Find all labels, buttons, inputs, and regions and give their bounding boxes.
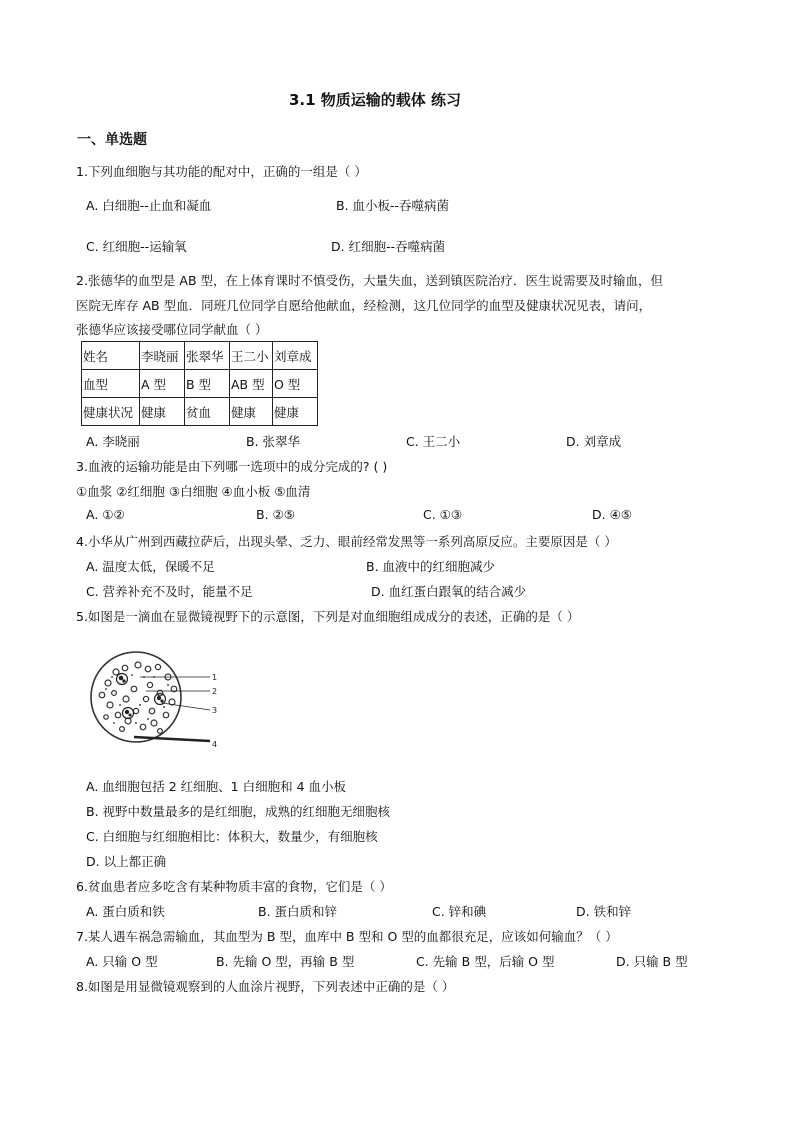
section-heading: 一、单选题 <box>77 132 147 148</box>
question-3-option-d[interactable]: D. ④⑤ <box>592 507 632 522</box>
table-cell: 张翠华 <box>185 342 230 370</box>
question-2-option-b[interactable]: B. 张翠华 <box>246 434 301 449</box>
table-cell: A 型 <box>140 370 185 398</box>
question-2-stem-line-2: 医院无库存 AB 型血．同班几位同学自愿给他献血，经检测，这几位同学的血型及健康状况见表，请问， <box>76 298 652 313</box>
question-3-option-b[interactable]: B. ②⑤ <box>256 507 295 522</box>
question-1-option-d[interactable]: D. 红细胞--吞噬病菌 <box>331 239 446 254</box>
blood-type-table <box>81 341 318 426</box>
question-7-option-d[interactable]: D. 只输 B 型 <box>616 954 688 969</box>
question-4-option-a[interactable]: A. 温度太低，保暖不足 <box>86 559 215 574</box>
question-4-option-b[interactable]: B. 血液中的红细胞减少 <box>366 559 496 574</box>
question-1-option-b[interactable]: B. 血小板--吞噬病菌 <box>336 198 450 213</box>
question-3-option-c[interactable]: C. ①③ <box>423 507 463 522</box>
table-cell: 王二小 <box>230 342 273 370</box>
question-2-option-c[interactable]: C. 王二小 <box>406 434 461 449</box>
question-7-option-a[interactable]: A. 只输 O 型 <box>86 954 158 969</box>
question-1-stem: 1.下列血细胞与其功能的配对中，正确的一组是（ ） <box>76 164 367 179</box>
table-row <box>82 370 318 398</box>
question-3-stem: 3.血液的运输功能是由下列哪一选项中的成分完成的? ( ) <box>76 459 388 474</box>
table-cell: B 型 <box>185 370 230 398</box>
table-cell: 健康 <box>273 398 318 426</box>
question-2-stem-line-1: 2.张德华的血型是 AB 型，在上体育课时不慎受伤，大量失血，送到镇医院治疗．医生说需要及时输血，但 <box>76 273 664 288</box>
question-6-option-c[interactable]: C. 锌和碘 <box>432 904 487 919</box>
figure-label-2: 2 <box>212 687 218 696</box>
question-4-stem: 4.小华从广州到西藏拉萨后，出现头晕、乏力、眼前经常发黑等一系列高原反应。主要原因是（ ） <box>76 534 617 549</box>
table-cell: 贫血 <box>185 398 230 426</box>
table-cell: 健康 <box>140 398 185 426</box>
question-4-option-c[interactable]: C. 营养补充不及时，能量不足 <box>86 584 253 599</box>
question-5-stem: 5.如图是一滴血在显微镜视野下的示意图，下列是对血细胞组成成分的表述，正确的是（ ） <box>76 609 580 624</box>
table-cell: AB 型 <box>230 370 273 398</box>
question-6-stem: 6.贫血患者应多吃含有某种物质丰富的食物，它们是（ ） <box>76 879 392 894</box>
table-cell: 姓名 <box>82 342 140 370</box>
question-5-option-d[interactable]: D. 以上都正确 <box>86 854 167 869</box>
table-cell: 健康状况 <box>82 398 140 426</box>
question-3-items: ①血浆 ②红细胞 ③白细胞 ④血小板 ⑤血清 <box>76 484 311 499</box>
question-5-option-a[interactable]: A. 血细胞包括 2 红细胞、1 白细胞和 4 血小板 <box>86 779 347 794</box>
question-2-option-d[interactable]: D. 刘章成 <box>566 434 622 449</box>
question-7-stem: 7.某人遇车祸急需输血，其血型为 B 型，血库中 B 型和 O 型的血都很充足，应该如何输血？（ ） <box>76 929 618 944</box>
question-4-option-d[interactable]: D. 血红蛋白跟氧的结合减少 <box>371 584 527 599</box>
question-6-option-a[interactable]: A. 蛋白质和铁 <box>86 904 165 919</box>
question-7-option-c[interactable]: C. 先输 B 型，后输 O 型 <box>416 954 555 969</box>
question-1-option-c[interactable]: C. 红细胞--运输氧 <box>86 239 187 254</box>
table-cell: 血型 <box>82 370 140 398</box>
question-6-option-b[interactable]: B. 蛋白质和锌 <box>258 904 338 919</box>
figure-label-4: 4 <box>212 740 218 749</box>
question-2-option-a[interactable]: A. 李晓丽 <box>86 434 140 449</box>
table-cell: 李晓丽 <box>140 342 185 370</box>
table-cell: 刘章成 <box>273 342 318 370</box>
table-cell: O 型 <box>273 370 318 398</box>
question-6-option-d[interactable]: D. 铁和锌 <box>576 904 632 919</box>
page-title: 3.1 物质运输的载体 练习 <box>289 91 462 109</box>
question-8-stem: 8.如图是用显微镜观察到的人血涂片视野，下列表述中正确的是（ ） <box>76 979 455 994</box>
table-row <box>82 398 318 426</box>
table-cell: 健康 <box>230 398 273 426</box>
question-5-option-c[interactable]: C. 白细胞与红细胞相比：体积大，数量少，有细胞核 <box>86 829 378 844</box>
question-3-option-a[interactable]: A. ①② <box>86 507 125 522</box>
figure-label-1: 1 <box>212 673 218 682</box>
question-1-option-a[interactable]: A. 白细胞--止血和凝血 <box>86 198 212 213</box>
table-row <box>82 342 318 370</box>
question-7-option-b[interactable]: B. 先输 O 型，再输 B 型 <box>216 954 355 969</box>
figure-label-3: 3 <box>212 706 218 715</box>
question-2-stem-line-3: 张德华应该接受哪位同学献血（ ） <box>76 322 268 337</box>
question-5-option-b[interactable]: B. 视野中数量最多的是红细胞，成熟的红细胞无细胞核 <box>86 804 391 819</box>
blood-smear-figure <box>88 647 228 751</box>
